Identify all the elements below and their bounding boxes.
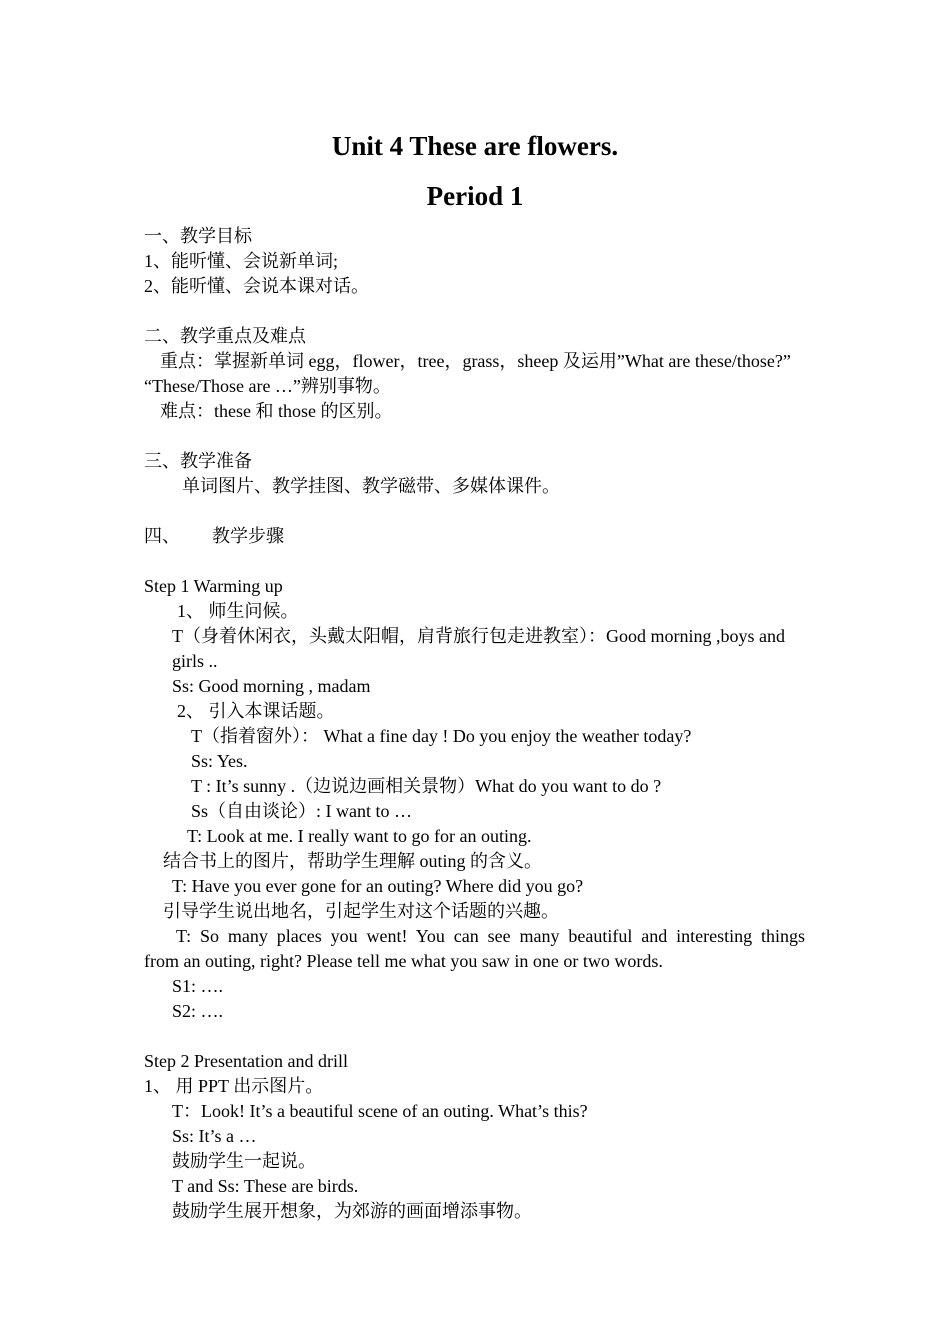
step-substep: 1、 师生问候。 [177, 601, 299, 621]
section-number-steps: 四、 [144, 526, 180, 546]
dialogue-line: Ss: It’s a … [172, 1126, 257, 1146]
teaching-note: 鼓励学生一起说。 [172, 1151, 316, 1171]
dialogue-line: from an outing, right? Please tell me what you saw in one or two words. [144, 951, 663, 971]
section-heading-key-points: 二、教学重点及难点 [144, 326, 306, 346]
teaching-note: 鼓励学生展开想象，为郊游的画面增添事物。 [172, 1201, 532, 1221]
step-heading: Step 1 Warming up [144, 576, 283, 596]
objective-item: 1、能听懂、会说新单词; [144, 251, 338, 271]
step-heading: Step 2 Presentation and drill [144, 1051, 348, 1071]
dialogue-line: T：Look! It’s a beautiful scene of an outing. What’s this? [172, 1101, 588, 1121]
dialogue-line: T（身着休闲衣，头戴太阳帽，肩背旅行包走进教室）：Good morning ,boys and [172, 626, 785, 646]
dialogue-line: Ss（自由谈论）: I want to … [191, 801, 413, 821]
section-heading-objectives: 一、教学目标 [144, 226, 252, 246]
dialogue-line: S1: …. [172, 976, 224, 996]
dialogue-line: T and Ss: These are birds. [172, 1176, 359, 1196]
key-point-text: “These/Those are …”辨别事物。 [144, 376, 391, 396]
objective-item: 2、能听懂、会说本课对话。 [144, 276, 369, 296]
step-substep: 2、 引入本课话题。 [177, 701, 335, 721]
step-substep: 1、 用 PPT 出示图片。 [144, 1076, 324, 1096]
key-point-text: 重点：掌握新单词 egg，flower，tree，grass，sheep 及运用”What are these/those?” [160, 351, 791, 371]
dialogue-line: T（指着窗外）： What a fine day ! Do you enjoy the weather today? [191, 726, 692, 746]
document-title: Unit 4 These are flowers. [331, 131, 619, 161]
dialogue-line: Ss: Good morning , madam [172, 676, 371, 696]
dialogue-line: girls .. [172, 651, 218, 671]
section-heading-preparation: 三、教学准备 [144, 451, 252, 471]
period-heading: Period 1 [426, 181, 524, 211]
teaching-note: 引导学生说出地名，引起学生对这个话题的兴趣。 [163, 901, 559, 921]
dialogue-line: T: Look at me. I really want to go for an outing. [187, 826, 532, 846]
dialogue-line: T : It’s sunny .（边说边画相关景物）What do you want to do ? [191, 776, 662, 796]
preparation-text: 单词图片、教学挂图、教学磁带、多媒体课件。 [182, 476, 560, 496]
dialogue-line: T: Have you ever gone for an outing? Where did you go? [172, 876, 584, 896]
teaching-note: 结合书上的图片，帮助学生理解 outing 的含义。 [163, 851, 543, 871]
section-heading-steps: 教学步骤 [212, 526, 284, 546]
dialogue-line: Ss: Yes. [191, 751, 248, 771]
difficulty-text: 难点：these 和 those 的区别。 [160, 401, 393, 421]
dialogue-line: T: So many places you went! You can see many beautiful and interesting things [176, 926, 805, 946]
dialogue-line: S2: …. [172, 1001, 224, 1021]
